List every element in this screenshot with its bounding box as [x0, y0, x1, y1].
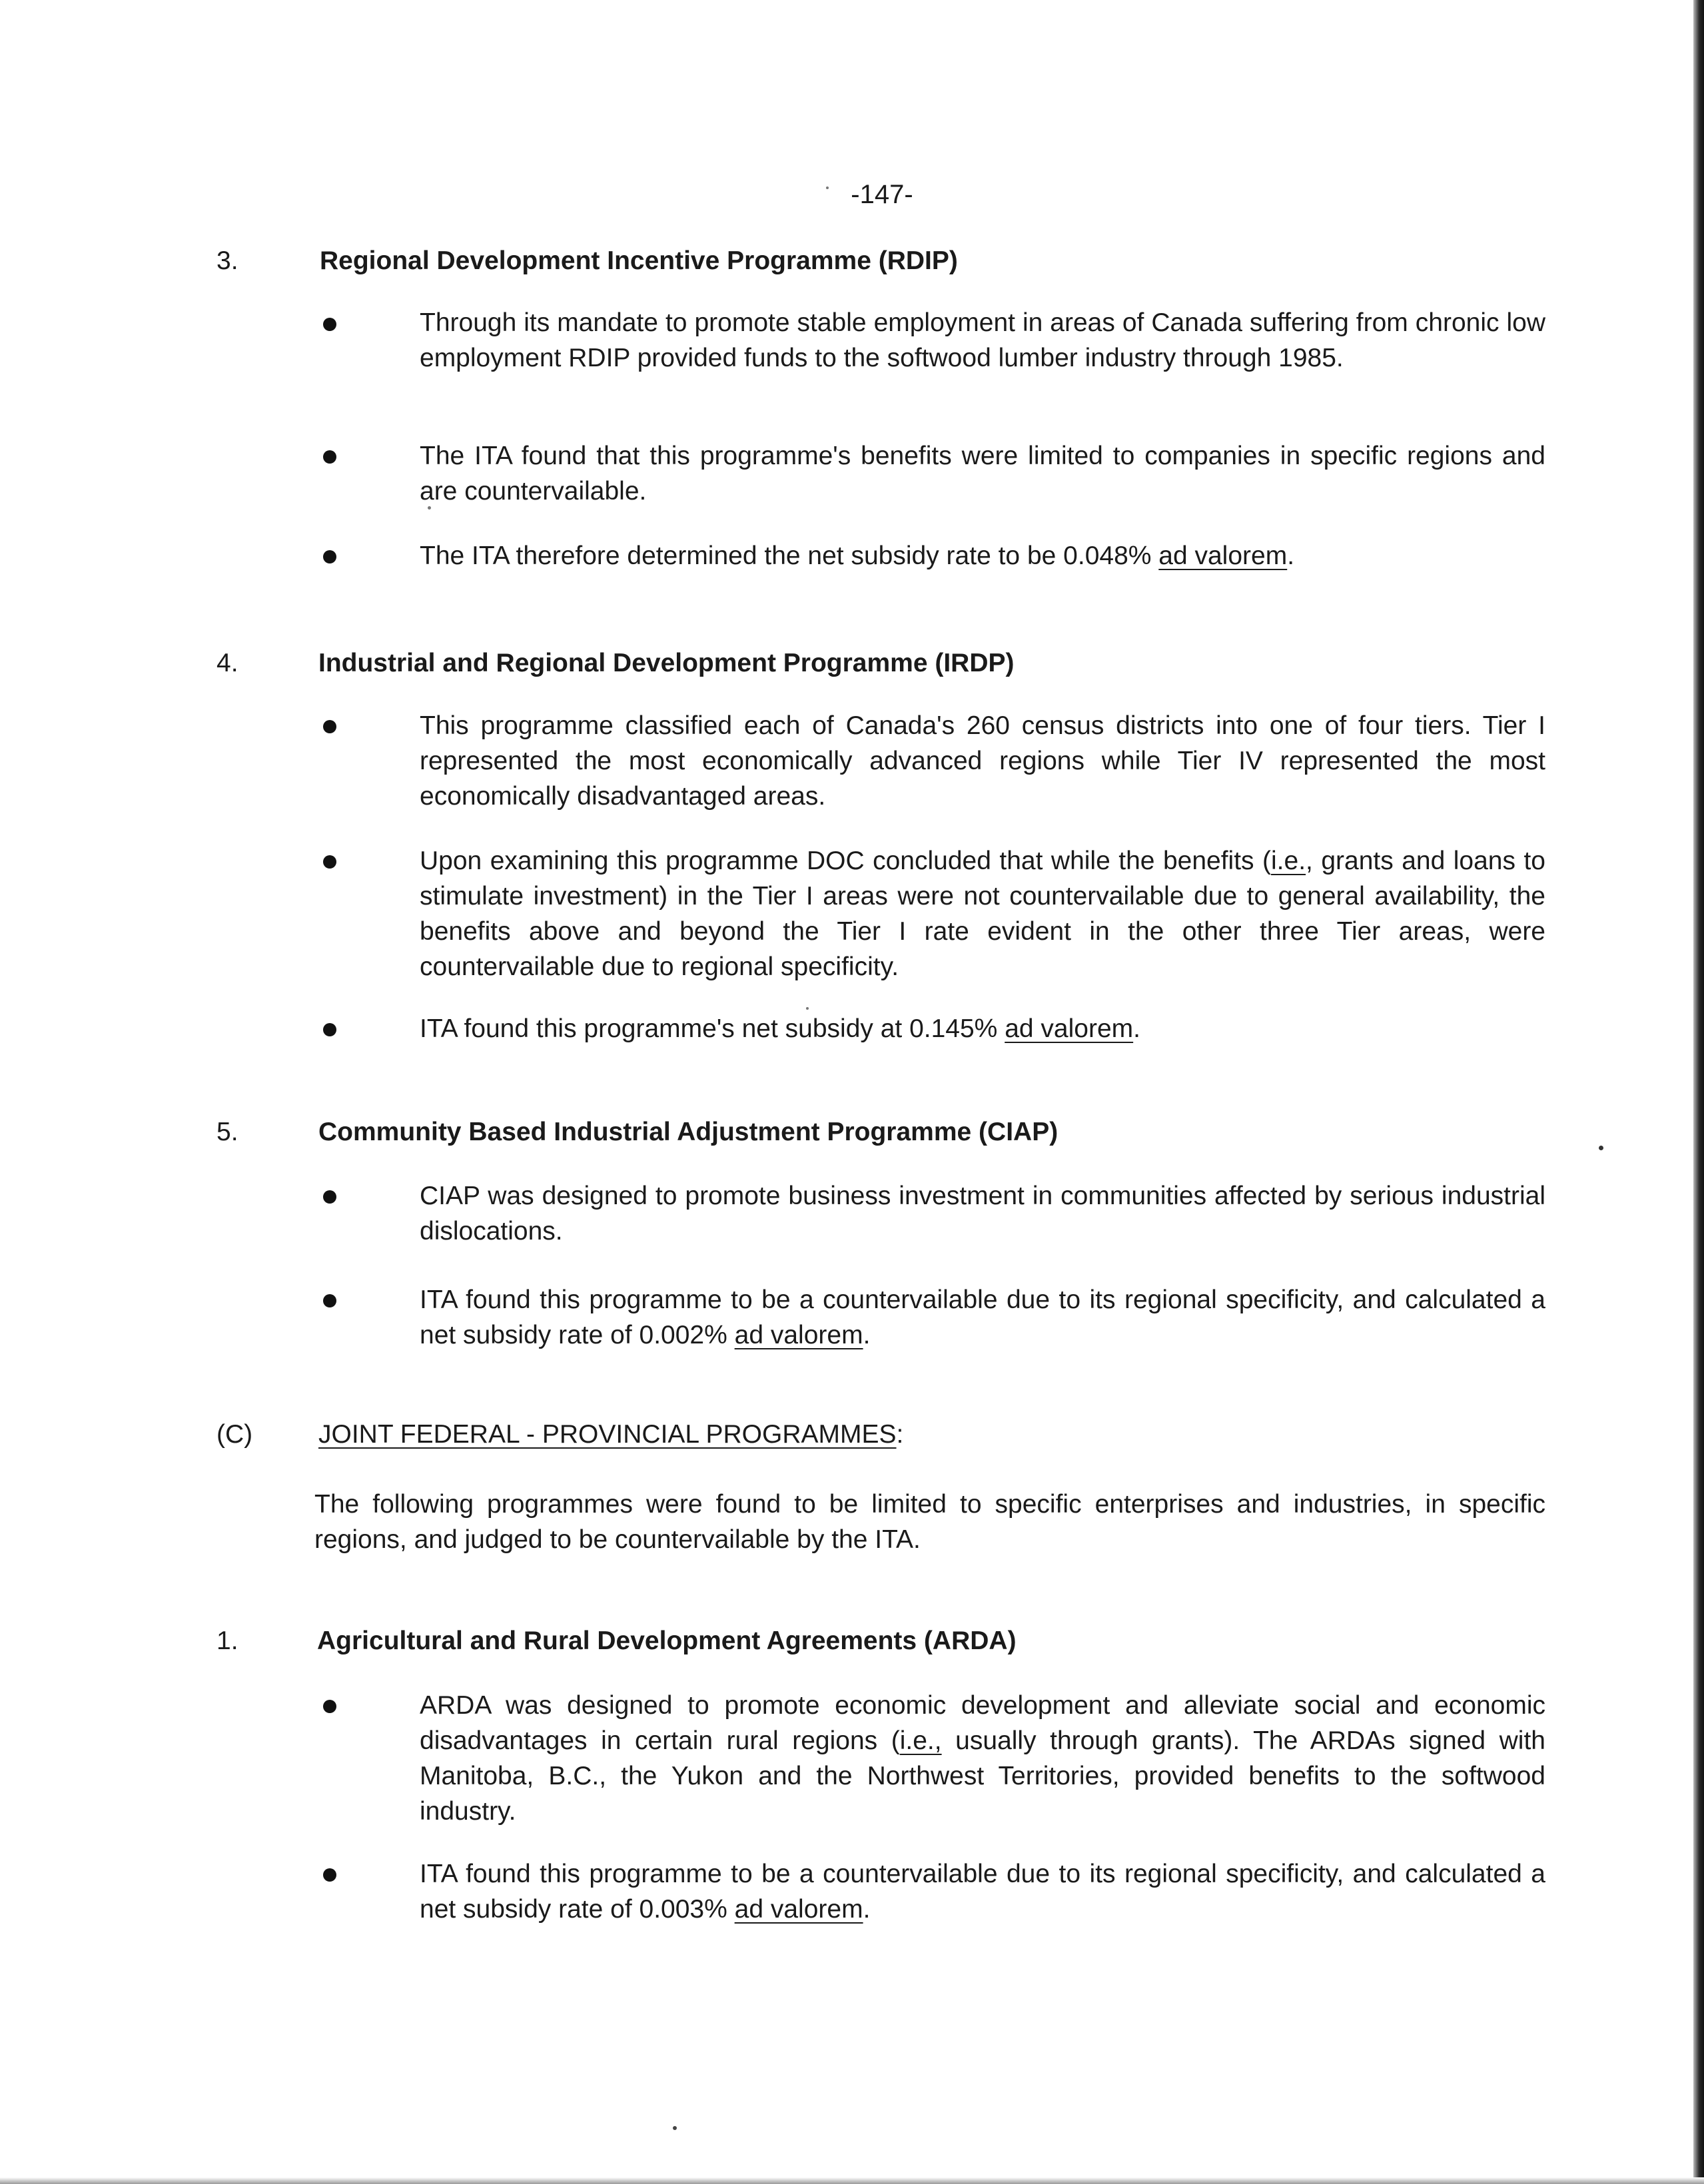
scan-speck — [1599, 1146, 1603, 1150]
scan-page-edge — [1693, 0, 1704, 2184]
section-number: 3. — [216, 246, 238, 275]
scan-speck — [673, 2126, 677, 2130]
bullet-icon — [323, 550, 336, 563]
section-heading: Regional Development Incentive Programme (RDIP) — [320, 246, 958, 275]
section-number: 4. — [216, 649, 238, 677]
underlined-term: ad valorem — [734, 1321, 863, 1349]
scan-speck — [806, 1007, 809, 1010]
bullet-icon — [323, 450, 336, 464]
bullet-text: CIAP was designed to promote business investment in communities affected by serious industrial dislocations. — [420, 1182, 1545, 1246]
section-label: (C) — [216, 1420, 253, 1449]
bullet-icon — [323, 1190, 336, 1204]
bullet-icon — [323, 318, 336, 331]
bullet-text: ITA found this programme to be a countervailable due to its regional specificity, and calculated a net subsidy rate of 0.002% ad valorem. — [420, 1285, 1545, 1349]
bullet-text: Through its mandate to promote stable employment in areas of Canada suffering from chronic low employment RDIP provided funds to the softwood lumber industry through 1985. — [420, 308, 1545, 372]
section-heading: JOINT FEDERAL - PROVINCIAL PROGRAMMES: — [318, 1420, 904, 1449]
scan-bottom-edge — [0, 2177, 1704, 2184]
bullet-text: Upon examining this programme DOC concluded that while the benefits (i.e., grants and loans to stimulate investment) in the Tier I areas were not countervailable due to general availability, the benefits above and beyond the Tier I rate evident in the other three Tier areas, were countervailable due to regional specificity. — [420, 847, 1545, 981]
bullet-icon — [323, 1700, 336, 1713]
bullet-icon — [323, 1868, 336, 1882]
underlined-term: i.e., — [899, 1726, 942, 1755]
scan-speck — [826, 186, 829, 189]
bullet-text: The ITA therefore determined the net subsidy rate to be 0.048% ad valorem. — [420, 542, 1295, 570]
underlined-term: ad valorem — [1005, 1014, 1134, 1043]
bullet-text: ITA found this programme's net subsidy at 0.145% ad valorem. — [420, 1014, 1140, 1043]
section-intro: The following programmes were found to be limited to specific enterprises and industries, in specific regions, and judged to be countervailable by the ITA. — [314, 1490, 1545, 1554]
section-number: 5. — [216, 1118, 238, 1146]
underlined-term: ad valorem — [734, 1895, 863, 1924]
section-heading: Agricultural and Rural Development Agreements (ARDA) — [317, 1627, 1017, 1655]
bullet-icon — [323, 1294, 336, 1307]
page-number: -147- — [851, 180, 913, 209]
bullet-text: ITA found this programme to be a countervailable due to its regional specificity, and calculated a net subsidy rate of 0.003% ad valorem. — [420, 1860, 1545, 1924]
underlined-term: ad valorem — [1158, 542, 1288, 570]
bullet-icon — [323, 720, 336, 733]
bullet-icon — [323, 855, 336, 869]
bullet-text: ARDA was designed to promote economic development and alleviate social and economic disadvantages in certain rural regions (i.e., usually through grants). The ARDAs signed with Manitoba, B.C., the Yukon and the Northwest Territories, provided benefits to the softwood industry. — [420, 1691, 1546, 1826]
section-heading: Community Based Industrial Adjustment Programme (CIAP) — [318, 1118, 1059, 1146]
bullet-icon — [323, 1023, 336, 1036]
bullet-text: The ITA found that this programme's benefits were limited to companies in specific regions and are countervailable. — [420, 442, 1545, 506]
underlined-term: i.e. — [1271, 847, 1306, 875]
section-number: 1. — [216, 1627, 238, 1655]
section-heading: Industrial and Regional Development Programme (IRDP) — [318, 649, 1015, 677]
bullet-text: This programme classified each of Canada's 260 census districts into one of four tiers. Tier I represented the most economically advanced regions while Tier IV represented the most economically disadvantaged areas. — [420, 711, 1545, 811]
